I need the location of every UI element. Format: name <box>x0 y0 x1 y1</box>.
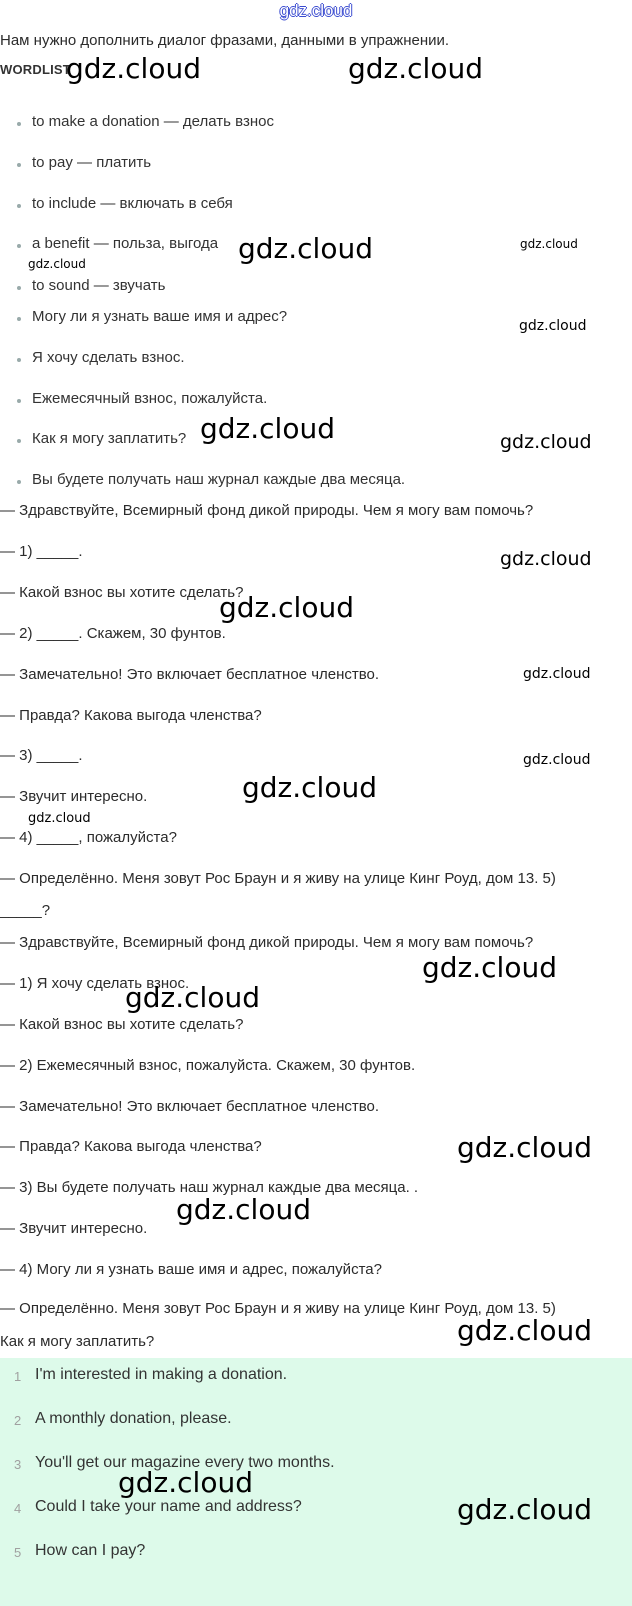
intro-text: Нам нужно дополнить диалог фразами, данными в упражнении. <box>0 32 450 49</box>
dialog-line: — Замечательно! Это включает бесплатное членство. <box>0 666 380 683</box>
answers-panel <box>0 1358 632 1606</box>
wordlist-item: a benefit — польза, выгода <box>32 235 219 252</box>
dialog-line: — Здравствуйте, Всемирный фонд дикой природы. Чем я могу вам помочь? <box>0 502 534 519</box>
dialog-line: — 4) _____, пожалуйста? <box>0 829 177 846</box>
watermark: gdz.cloud <box>500 548 592 570</box>
wordlist-item: to sound — звучать <box>32 277 166 294</box>
wordlist-item: to include — включать в себя <box>32 195 233 212</box>
wordlist-item: to make a donation — делать взнос <box>32 113 274 130</box>
answer-text: I'm interested in making a donation. <box>35 1366 288 1383</box>
wordlist-item: Могу ли я узнать ваше имя и адрес? <box>32 308 288 325</box>
dialog-line: — Правда? Какова выгода членства? <box>0 707 262 724</box>
watermark: gdz.cloud <box>457 1493 592 1526</box>
dialog-line: — Определённо. Меня зовут Рос Браун и я живу на улице Кинг Роуд, дом 13. 5) <box>0 1300 556 1317</box>
answer-text: How can I pay? <box>35 1542 146 1559</box>
wordlist-item: Я хочу сделать взнос. <box>32 349 185 366</box>
watermark: gdz.cloud <box>457 1131 592 1164</box>
wordlist-item: Ежемесячный взнос, пожалуйста. <box>32 390 268 407</box>
watermark: gdz.cloud <box>348 52 483 85</box>
dialog-line: — Звучит интересно. <box>0 788 148 805</box>
watermark: gdz.cloud <box>28 811 91 826</box>
watermark: gdz.cloud <box>422 951 557 984</box>
bullet-dot <box>17 317 21 321</box>
watermark: gdz.cloud <box>200 412 335 445</box>
answer-text: Could I take your name and address? <box>35 1498 302 1515</box>
dialog-line: — 1) _____. <box>0 543 83 560</box>
wordlist-title: WORDLIST <box>0 62 71 77</box>
dialog-line: — Звучит интересно. <box>0 1220 148 1237</box>
answer-number: 5 <box>14 1545 22 1560</box>
dialog-line: — 3) _____. <box>0 747 83 764</box>
bullet-dot <box>17 163 21 167</box>
bullet-dot <box>17 358 21 362</box>
dialog-line: — 2) Ежемесячный взнос, пожалуйста. Скажем, 30 фунтов. <box>0 1057 416 1074</box>
watermark: gdz.cloud <box>219 591 354 624</box>
dialog-line: — 1) Я хочу сделать взнос. <box>0 975 190 992</box>
answer-number: 1 <box>14 1369 22 1384</box>
watermark: gdz.cloud <box>176 1193 311 1226</box>
answer-text: A monthly donation, please. <box>35 1410 232 1427</box>
bullet-dot <box>17 439 21 443</box>
dialog-line: — Правда? Какова выгода членства? <box>0 1138 262 1155</box>
answer-number: 4 <box>14 1501 22 1516</box>
watermark: gdz.cloud <box>457 1314 592 1347</box>
watermark: gdz.cloud <box>520 237 578 251</box>
bullet-dot <box>17 122 21 126</box>
answer-number: 3 <box>14 1457 22 1472</box>
dialog-line: — 3) Вы будете получать наш журнал каждые два месяца. . <box>0 1179 419 1196</box>
dialog-line: — Какой взнос вы хотите сделать? <box>0 584 244 601</box>
watermark: gdz.cloud <box>28 257 86 271</box>
watermark: gdz.cloud <box>238 232 373 265</box>
watermark: gdz.cloud <box>523 666 591 682</box>
dialog-line: Как я могу заплатить? <box>0 1333 155 1350</box>
watermark: gdz.cloud <box>519 318 587 334</box>
watermark: gdz.cloud <box>118 1466 253 1499</box>
dialog-line: — 4) Могу ли я узнать ваше имя и адрес, пожалуйста? <box>0 1261 382 1278</box>
wordlist-item: Вы будете получать наш журнал каждые два месяца. <box>32 471 406 488</box>
dialog-line: — Определённо. Меня зовут Рос Браун и я живу на улице Кинг Роуд, дом 13. 5) <box>0 870 556 887</box>
answer-number: 2 <box>14 1413 22 1428</box>
wordlist-item: to pay — платить <box>32 154 152 171</box>
dialog-line: — 2) _____. Скажем, 30 фунтов. <box>0 625 226 642</box>
bullet-dot <box>17 286 21 290</box>
answer-text: You'll get our magazine every two months. <box>35 1454 335 1471</box>
bullet-dot <box>17 244 21 248</box>
bullet-dot <box>17 480 21 484</box>
watermark: gdz.cloud <box>125 981 260 1014</box>
watermark: gdz.cloud <box>242 771 377 804</box>
bullet-dot <box>17 204 21 208</box>
dialog-line: — Какой взнос вы хотите сделать? <box>0 1016 244 1033</box>
bullet-dot <box>17 399 21 403</box>
watermark: gdz.cloud <box>66 52 201 85</box>
dialog-line: — Замечательно! Это включает бесплатное членство. <box>0 1098 380 1115</box>
watermark: gdz.cloud <box>500 431 592 453</box>
wordlist-item: Как я могу заплатить? <box>32 430 187 447</box>
site-title[interactable]: gdz.cloud <box>279 1 353 20</box>
watermark: gdz.cloud <box>523 752 591 768</box>
dialog-line: — Здравствуйте, Всемирный фонд дикой природы. Чем я могу вам помочь? <box>0 934 534 951</box>
dialog-line: _____? <box>0 902 51 919</box>
